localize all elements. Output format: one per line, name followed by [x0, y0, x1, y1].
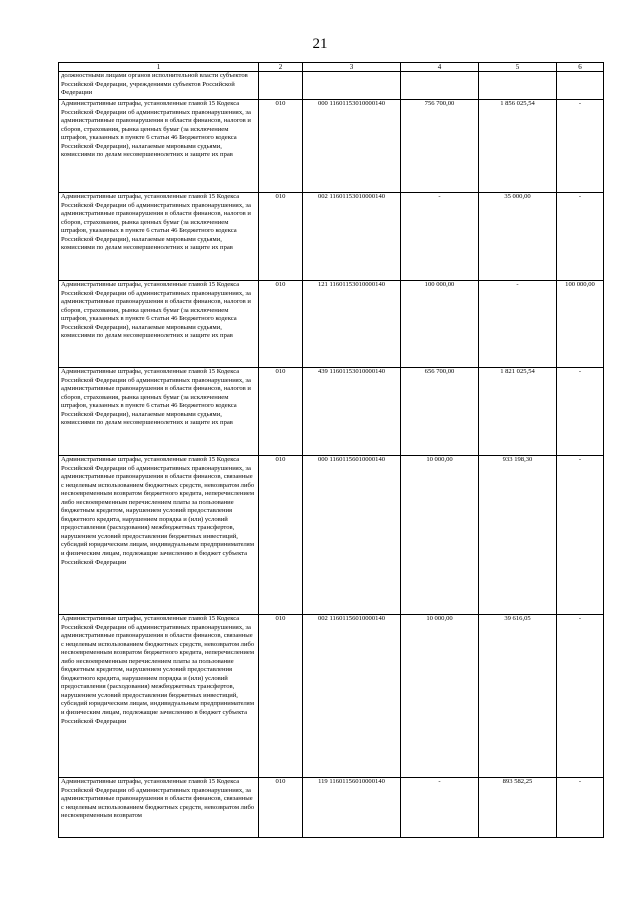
row-code-cell	[259, 72, 303, 100]
row-kbk-cell: 121 11601153010000140	[303, 281, 401, 368]
row-name-cell: Административные штрафы, установленные главой 15 Кодекса Российской Федерации об административных правонарушениях, за административные правонарушения в области финансов, налогов и сборов, страхования, рынка ценных бумаг (за исключением штрафов, указанных в пункте 6 статьи 46 Бюджетного кодекса Российской Федерации), налагаемые мировыми судьями, комиссиями по делам несовершеннолетних и защите их прав	[59, 193, 259, 281]
table-row	[59, 778, 604, 838]
column-header: 3	[303, 63, 401, 72]
row-col6-cell: -	[557, 456, 604, 615]
row-name-cell: Административные штрафы, установленные главой 15 Кодекса Российской Федерации об административных правонарушениях, за административные правонарушения в области финансов, связанные с нецелевым использованием бюджетных средств, невозвратом либо несвоевременным возвратом	[59, 778, 259, 838]
table-row	[59, 72, 604, 100]
column-header: 2	[259, 63, 303, 72]
row-col4-cell: -	[401, 778, 479, 838]
row-name-cell: Административные штрафы, установленные главой 15 Кодекса Российской Федерации об административных правонарушениях, за административные правонарушения в области финансов, налогов и сборов, страхования, рынка ценных бумаг (за исключением штрафов, указанных в пункте 6 статьи 46 Бюджетного кодекса Российской Федерации), налагаемые мировыми судьями, комиссиями по делам несовершеннолетних и защите их прав	[59, 281, 259, 368]
row-name-cell: Административные штрафы, установленные главой 15 Кодекса Российской Федерации об административных правонарушениях, за административные правонарушения в области финансов, налогов и сборов, страхования, рынка ценных бумаг (за исключением штрафов, указанных в пункте 6 статьи 46 Бюджетного кодекса Российской Федерации), налагаемые мировыми судьями, комиссиями по делам несовершеннолетних и защите их прав	[59, 100, 259, 193]
row-col6-cell: -	[557, 615, 604, 778]
row-col5-cell: 35 000,00	[479, 193, 557, 281]
table-row	[59, 193, 604, 281]
row-name-cell: Административные штрафы, установленные главой 15 Кодекса Российской Федерации об административных правонарушениях, за административные правонарушения в области финансов, связанные с нецелевым использованием бюджетных средств, невозвратом либо несвоевременным возвратом бюджетного кредита, неперечислением либо несвоевременным перечислением платы за пользование бюджетным кредитом, нарушением условий предоставления бюджетного кредита, нарушением порядка и (или) условий предоставления (расходования) межбюджетных трансфертов, нарушением условий предоставления бюджетных инвестиций, субсидий юридическим лицам, индивидуальным предпринимателям и физическим лицам, подлежащие зачислению в бюджет субъекта Российской Федерации	[59, 456, 259, 615]
row-kbk-cell: 000 11601156010000140	[303, 456, 401, 615]
row-col5-cell	[479, 72, 557, 100]
row-col5-cell: -	[479, 281, 557, 368]
row-code-cell: 010	[259, 100, 303, 193]
row-code-cell: 010	[259, 778, 303, 838]
row-col4-cell: 100 000,00	[401, 281, 479, 368]
column-header: 1	[59, 63, 259, 72]
row-col6-cell: -	[557, 193, 604, 281]
row-kbk-cell	[303, 72, 401, 100]
row-col4-cell: 10 000,00	[401, 615, 479, 778]
row-col4-cell: 656 700,00	[401, 368, 479, 456]
row-col4-cell: -	[401, 193, 479, 281]
row-name-cell: должностными лицами органов исполнительной власти субъектов Российской Федерации, учреждениями субъектов Российской Федерации	[59, 72, 259, 100]
row-code-cell: 010	[259, 281, 303, 368]
row-code-cell: 010	[259, 456, 303, 615]
row-col4-cell: 756 700,00	[401, 100, 479, 193]
row-col4-cell	[401, 72, 479, 100]
row-name-cell: Административные штрафы, установленные главой 15 Кодекса Российской Федерации об административных правонарушениях, за административные правонарушения в области финансов, налогов и сборов, страхования, рынка ценных бумаг (за исключением штрафов, указанных в пункте 6 статьи 46 Бюджетного кодекса Российской Федерации), налагаемые мировыми судьями, комиссиями по делам несовершеннолетних и защите их прав	[59, 368, 259, 456]
row-kbk-cell: 439 11601153010000140	[303, 368, 401, 456]
row-col6-cell: -	[557, 368, 604, 456]
table-row	[59, 368, 604, 456]
row-code-cell: 010	[259, 368, 303, 456]
row-col5-cell: 893 582,25	[479, 778, 557, 838]
row-col5-cell: 933 198,30	[479, 456, 557, 615]
budget-table	[58, 62, 604, 838]
table-row	[59, 281, 604, 368]
row-col4-cell: 10 000,00	[401, 456, 479, 615]
row-code-cell: 010	[259, 193, 303, 281]
row-code-cell: 010	[259, 615, 303, 778]
row-kbk-cell: 002 11601153010000140	[303, 193, 401, 281]
table-header-row	[59, 63, 604, 72]
table-row	[59, 100, 604, 193]
row-kbk-cell: 002 11601156010000140	[303, 615, 401, 778]
row-kbk-cell: 119 11601156010000140	[303, 778, 401, 838]
column-header: 5	[479, 63, 557, 72]
row-col6-cell: 100 000,00	[557, 281, 604, 368]
row-col5-cell: 39 616,05	[479, 615, 557, 778]
row-kbk-cell: 000 11601153010000140	[303, 100, 401, 193]
table-row	[59, 615, 604, 778]
column-header: 6	[557, 63, 604, 72]
row-col6-cell: -	[557, 100, 604, 193]
row-col6-cell: -	[557, 778, 604, 838]
row-col5-cell: 1 821 025,54	[479, 368, 557, 456]
row-col5-cell: 1 856 025,54	[479, 100, 557, 193]
table-row	[59, 456, 604, 615]
page-number: 21	[312, 36, 328, 52]
column-header: 4	[401, 63, 479, 72]
row-name-cell: Административные штрафы, установленные главой 15 Кодекса Российской Федерации об административных правонарушениях, за административные правонарушения в области финансов, связанные с нецелевым использованием бюджетных средств, невозвратом либо несвоевременным возвратом бюджетного кредита, неперечислением либо несвоевременным перечислением платы за пользование бюджетным кредитом, нарушением условий предоставления бюджетного кредита, нарушением порядка и (или) условий предоставления (расходования) межбюджетных трансфертов, нарушением условий предоставления бюджетных инвестиций, субсидий юридическим лицам, индивидуальным предпринимателям и физическим лицам, подлежащие зачислению в бюджет субъекта Российской Федерации	[59, 615, 259, 778]
row-col6-cell	[557, 72, 604, 100]
